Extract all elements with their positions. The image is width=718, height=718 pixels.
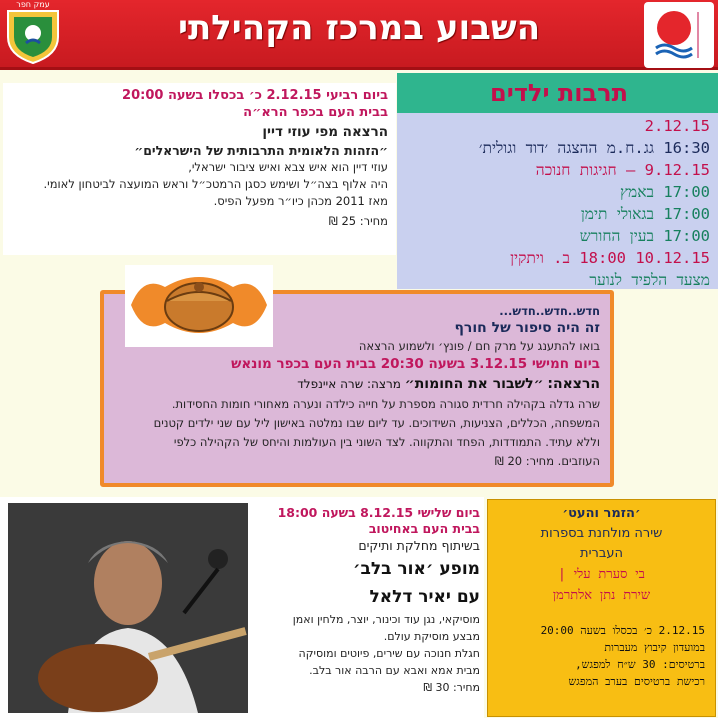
- lecture2-body-line: העוזבים. מחיר: 20 ₪: [494, 454, 600, 468]
- community-center-logo: [644, 2, 714, 68]
- kids-culture-header: [397, 73, 718, 113]
- kids-schedule-line: 10.12.15 18:00 ב. ויתקין: [510, 249, 710, 267]
- show-title: מופע ׳אור בלב׳: [352, 559, 480, 579]
- header-bar: [0, 0, 718, 70]
- show-line: חגלת חנוכה עם שירים, פיוטים ומוסיקה: [298, 647, 480, 660]
- show-cooperation: בשיתוף מחלקת ותיקים: [358, 538, 480, 553]
- hazemer-vehaet-card: [487, 499, 716, 717]
- page-title: השבוע במרכז הקהילתי: [177, 8, 541, 48]
- oud-player-photo: [8, 503, 248, 713]
- poem-info-line: במועדון קיבוץ מעברות: [604, 641, 705, 654]
- show-price: מחיר: 30 ₪: [423, 681, 480, 694]
- kids-schedule-line: 17:00 באמץ: [619, 183, 710, 201]
- poem-credit-line: בי סערת עלי |: [558, 567, 645, 582]
- lecture2-title: זה היה סיפור של חורף: [454, 320, 600, 336]
- show-place: בבית העם באחיטוב: [368, 521, 480, 536]
- show-line: מוסיקאי, נגן עוד וכינור, יוצר, מלחין ואמן: [292, 613, 480, 626]
- lecture1-line: מאז 2011 מכהן כיו״ר מפעל הפיס.: [213, 194, 388, 208]
- lecture2-label: הרצאה:: [547, 376, 600, 392]
- show-artist: עם יאיר דלאל: [369, 587, 480, 607]
- kids-culture-title: תרבות ילדים: [490, 79, 628, 107]
- lecture1-subtitle: ״הזהות הלאומית התרבותית של הישראלים״: [134, 143, 388, 158]
- show-line: מבית אמא ואבא עם הרבה אור בלב.: [309, 664, 480, 677]
- poem-subtitle-line: העברית: [580, 546, 623, 561]
- lecture2-invite: בואו להתענג על מרק חם / פונץ׳ ולשמוע הרצאה: [358, 339, 600, 353]
- lecture1-place: בבית העם בכפר הרא״ה: [243, 105, 388, 120]
- poem-info-line: רכישת ברטיסים בערב המפגש: [568, 675, 705, 688]
- poem-credit-line: שירת נתן אלתרמן: [552, 588, 651, 603]
- uzi-dayan-lecture-card: [3, 83, 396, 255]
- new-tag: חדש..חדש..חדש...: [499, 304, 600, 318]
- poem-subtitle-line: שירה מולחנת בספרות: [540, 526, 663, 541]
- kids-schedule-line: מצעד הלפיד לנוער: [589, 271, 710, 289]
- lecture1-line: עוזי דיין הוא איש צבא ואיש ציבור ישראלי,: [188, 160, 388, 174]
- lecture1-date: ביום רביעי 2.12.15 כ׳ בכסלו בשעה 20:00: [122, 88, 388, 103]
- kids-schedule-line: 17:00 בעין החורש: [579, 227, 710, 245]
- poem-info-line: ברטיסים: 30 ש״ח למפגש,: [575, 658, 705, 671]
- lecture1-line: היה אלוף בצה״ל ושימש כסגן הרמטכ״ל וראש המועצה לביטחון לאומי.: [43, 177, 388, 191]
- lecture2-lecture-title: ״לשבור את החומות״: [404, 376, 544, 392]
- lecture2-body-line: המשפחה, הכללים, הצניעות, השידוכים. עד ליום שבו נמלטה באישון ליל עם שני ילדים קטנים: [153, 416, 600, 430]
- lecture2-date: ביום חמישי 3.12.15 בשעה 20:30 בבית העם בכפר מונאש: [231, 356, 600, 372]
- lecture2-body-line: וללא עתיד. התמודדות, הפחד והתקווה. לצד השוני בין העולמות והיחס של הקהילה כלפי: [173, 435, 600, 449]
- lecture1-price: מחיר: 25 ₪: [328, 214, 388, 228]
- kids-schedule-line: 17:00 בגאולי תימן: [580, 205, 710, 223]
- lecture2-body-line: שרה גדלה בקהילה חרדית סגורה מספרת על חייה כילדה ונערה מאחורי חומות החסידות.: [171, 397, 600, 411]
- lecture2-lecturer: מרצה: שרה איינפלד: [297, 377, 401, 391]
- lecture2-heading: [114, 373, 600, 395]
- show-date: ביום שלישי 8.12.15 בשעה 18:00: [277, 505, 480, 520]
- show-line: מבצע מוסיקת עולם.: [383, 630, 480, 643]
- kids-schedule-line: 9.12.15 – חגיגות חנוכה: [535, 161, 710, 179]
- kids-schedule-line: 16:30 גג.ח.מ ההצגה ׳דוד וגולית׳: [478, 139, 710, 157]
- or-balev-show-card: [0, 497, 484, 718]
- poem-info-line: 2.12.15 כ׳ בכסלו בשעה 20:00: [540, 624, 705, 637]
- winter-story-lecture-text: [112, 303, 602, 481]
- left-logo-caption: עמק חפר: [16, 0, 50, 9]
- lecture1-title: הרצאה מפי עוזי דיין: [262, 124, 388, 140]
- poem-title: ׳הזמר והעט׳: [562, 506, 641, 521]
- kids-culture-schedule: [397, 113, 718, 289]
- show-details: [262, 505, 480, 696]
- kids-schedule-line: 2.12.15: [644, 117, 710, 135]
